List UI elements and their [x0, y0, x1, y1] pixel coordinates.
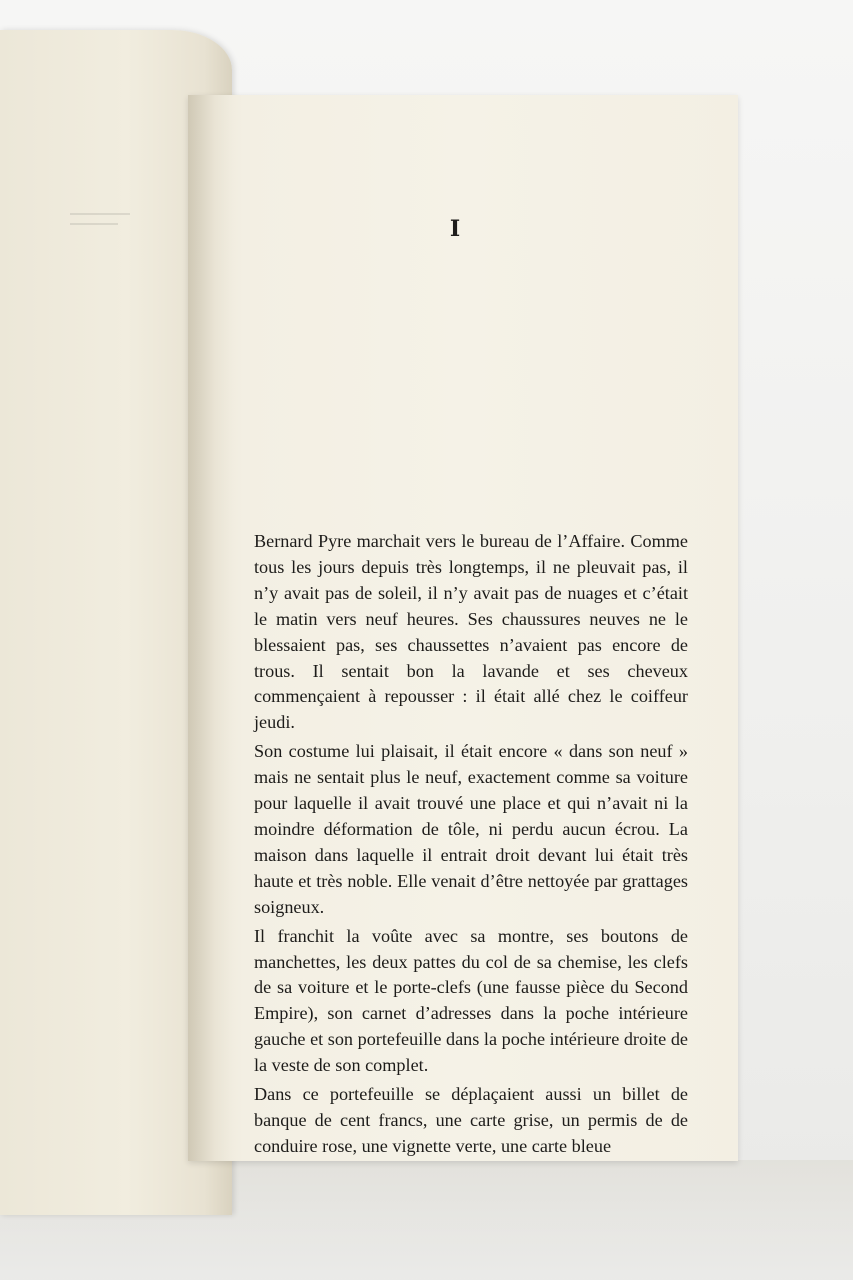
paragraph-3: Il franchit la voûte avec sa montre, ses boutons de manchettes, les deux pattes du col de sa chemise, les clefs de sa voiture et le porte-clefs (une fausse pièce du Second Empire), son carnet d’adresses dans la poche intérieure gauche et son portefeuille dans la poche intérieure droite de la veste de son complet.: [254, 925, 688, 1076]
show-through-text: [70, 205, 130, 245]
spine-shadow: [188, 95, 233, 1161]
body-text: [254, 529, 688, 1163]
chapter-number: I: [449, 216, 461, 242]
paragraph-2: Son costume lui plaisait, il était encore « dans son neuf » mais ne sentait plus le neuf, exactement comme sa voiture pour laquelle il avait trouvé une place et qui n’avait ni la moindre déformation de tôle, ni perdu aucun écrou. La maison dans laquelle il entrait droit devant lui était très haute et très noble. Elle venait d’être nettoyée par grattages soigneux.: [254, 741, 688, 917]
paragraph-1: Bernard Pyre marchait vers le bureau de l’Affaire. Comme tous les jours depuis très longtemps, il ne pleuvait pas, il n’y avait pas de soleil, il n’y avait pas de nuages et c’était le matin vers neuf heures. Ses chaussures neuves ne le blessaient pas, ses chaussettes n’avaient pas encore de trous. Il sentait bon la lavande et ses cheveux commençaient à repousser : il était allé chez le coiffeur jeudi.: [254, 531, 688, 733]
paragraph-4: Dans ce portefeuille se déplaçaient aussi un billet de banque de cent francs, une carte grise, un permis de de conduire rose, une vignette verte, une carte bleue: [254, 1084, 688, 1156]
